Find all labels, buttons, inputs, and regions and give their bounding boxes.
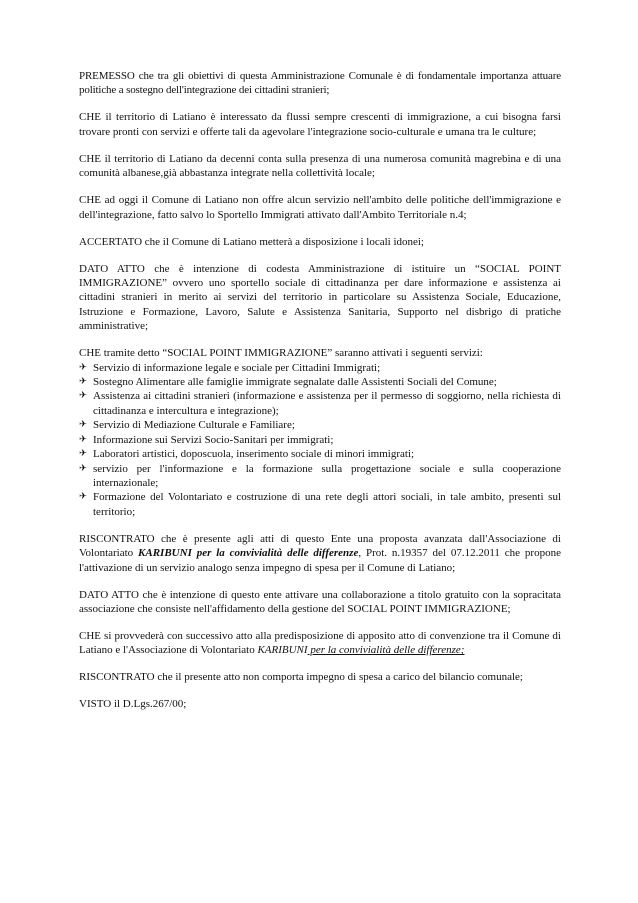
list-item <box>79 462 561 491</box>
association-name-emphasis: KARIBUNI per la convivialità delle differenze <box>138 547 359 560</box>
list-item <box>79 389 561 418</box>
convenzione-text-start: CHE si provvederà con successivo atto alla predisposizione di apposito atto di convenzione tra il Comune di Latiano e l'Associazione di Volontariato <box>79 629 561 657</box>
riscontrato-text-end: , Prot. n.19357 del 07.12.2011 che propone l'attivazione di un servizio analogo senza impegno di spesa per il Comune di Latiano; <box>79 547 561 574</box>
list-item <box>79 490 561 519</box>
paragraph-visto: VISTO il D.Lgs.267/00; <box>79 698 187 711</box>
paragraph-che-territorio: CHE il territorio di Latiano è interessato da flussi sempre crescenti di immigrazione, a cui bisogna farsi trovare pronti con servizi e offerte tali da agevolare l'integrazione socio-culturale e umana tra le culture; <box>79 111 561 138</box>
service-text: servizio per l'informazione e la formazione sulla progettazione sociale e sulla cooperazione internazionale; <box>93 462 561 489</box>
airplane-bullet-icon: ✈ <box>79 491 87 503</box>
airplane-bullet-icon: ✈ <box>79 419 87 431</box>
paragraph-accertato: ACCERTATO che il Comune di Latiano metterà a disposizione i locali idonei; <box>79 235 424 248</box>
paragraph-dato-atto-collaborazione: DATO ATTO che è intenzione di questo ente attivare una collaborazione a titolo gratuito con la sopracitata associazione che consiste nell'affidamento della gestione del SOCIAL POINT IMMIGRAZIONE; <box>79 588 561 615</box>
paragraph-dato-atto-social-point: DATO ATTO che è intenzione di codesta Amministrazione di istituire un “SOCIAL POINT IMMIGRAZIONE” ovvero uno sportello sociale di cittadinanza per dare informazione e assistenza ai cittadini stranieri in merito ai servizi del territorio in particolare su Assistenza Sociale, Educazione, Istruzione e Formazione, Lavoro, Salute e Assistenza Sanitaria, Supporto nel disbrigo di pratiche amministrative; <box>79 262 561 333</box>
service-text: Formazione del Volontariato e costruzione di una rete degli attori sociali, in tale ambito, presenti sul territorio; <box>93 491 561 518</box>
association-subtitle-underlined: per la convivialità delle differenze; <box>307 644 465 657</box>
service-text: Laboratori artistici, doposcuola, inserimento sociale di minori immigrati; <box>93 448 415 461</box>
services-list <box>79 361 561 519</box>
airplane-bullet-icon: ✈ <box>79 462 87 474</box>
paragraph-premesso: PREMESSO che tra gli obiettivi di questa Amministrazione Comunale è di fondamentale importanza attuare politiche a sostegno dell'integrazione dei cittadini stranieri; <box>79 70 561 97</box>
list-item <box>79 447 561 461</box>
airplane-bullet-icon: ✈ <box>79 390 87 402</box>
paragraph-che-oggi: CHE ad oggi il Comune di Latiano non offre alcun servizio nell'ambito delle politiche dell'immigrazione e dell'integrazione, fatto salvo lo Sportello Immigrati attivato dall'Ambito Territoriale n.4; <box>79 194 561 221</box>
association-name-italic: KARIBUNI <box>257 644 308 657</box>
riscontrato-text-start: RISCONTRATO che è presente agli atti di questo Ente una proposta avanzata dall'Associazione di Volontariato <box>79 532 561 560</box>
list-item <box>79 433 561 447</box>
airplane-bullet-icon: ✈ <box>79 376 87 388</box>
service-text: Informazione sui Servizi Socio-Sanitari per immigrati; <box>93 433 334 446</box>
paragraph-che-decenni: CHE il territorio di Latiano da decenni conta sulla presenza di una numerosa comunità magrebina e di una comunità albanese,già abbastanza integrate nella collettività locale; <box>79 152 561 180</box>
list-item <box>79 361 561 375</box>
paragraph-riscontrato-spesa: RISCONTRATO che il presente atto non comporta impegno di spesa a carico del bilancio comunale; <box>79 671 523 684</box>
paragraph-che-tramite: CHE tramite detto “SOCIAL POINT IMMIGRAZIONE” saranno attivati i seguenti servizi: <box>79 347 483 360</box>
list-item <box>79 375 561 389</box>
document-page <box>79 69 561 724</box>
airplane-bullet-icon: ✈ <box>79 448 87 460</box>
airplane-bullet-icon: ✈ <box>79 361 87 373</box>
list-item <box>79 418 561 432</box>
paragraph-che-convenzione <box>79 629 561 658</box>
paragraph-riscontrato-proposta <box>79 532 561 575</box>
service-text: Servizio di informazione legale e sociale per Cittadini Immigrati; <box>93 361 381 374</box>
service-text: Servizio di Mediazione Culturale e Familiare; <box>93 419 295 432</box>
airplane-bullet-icon: ✈ <box>79 433 87 445</box>
service-text: Assistenza ai cittadini stranieri (informazione e assistenza per il permesso di soggiorno, nella richiesta di cittadinanza e intercultura e integrazione); <box>93 390 561 417</box>
service-text: Sostegno Alimentare alle famiglie immigrate segnalate dalle Assistenti Sociali del Comune; <box>93 376 497 389</box>
